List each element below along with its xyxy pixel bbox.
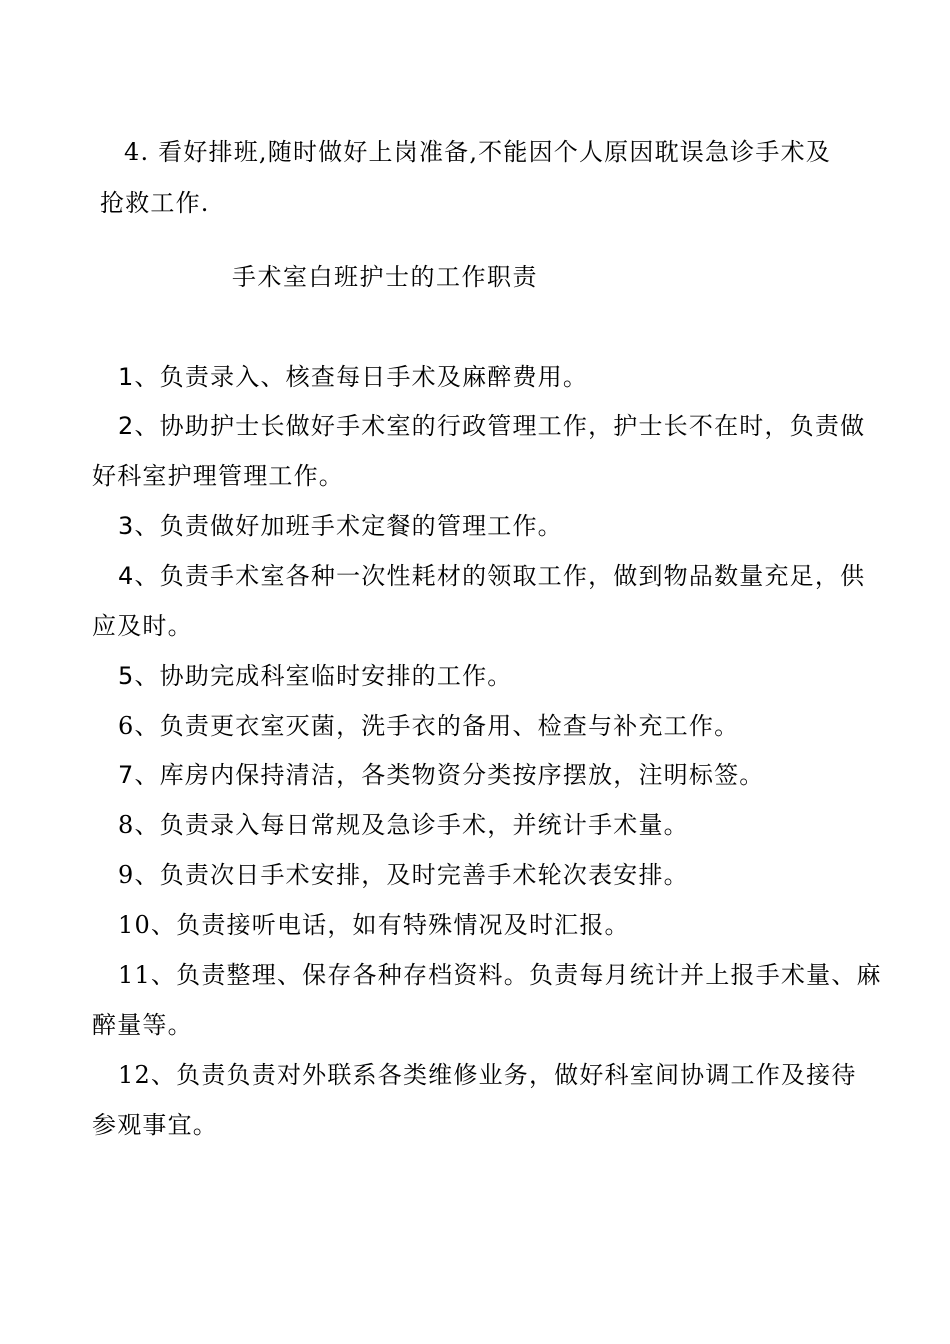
item-text: 、负责整理、保存各种存档资料。负责每月统计并上报手术量、麻 — [150, 961, 882, 989]
list-item — [118, 362, 588, 392]
section-title: 手术室白班护士的工作职责 — [232, 263, 538, 291]
item-number: 4 — [118, 562, 135, 590]
item-text: 、负责录入、核查每日手术及麻醉费用。 — [134, 363, 589, 391]
list-item — [118, 411, 865, 441]
item-number: 7 — [118, 761, 135, 789]
item-number: 8 — [118, 811, 135, 839]
item-number: 3 — [118, 512, 135, 540]
item-number: 9 — [118, 861, 135, 889]
item-number: 12 — [118, 1061, 151, 1089]
list-item — [118, 810, 689, 840]
item-text: 、协助护士长做好手术室的行政管理工作，护士长不在时，负责做 — [134, 412, 866, 440]
item-text-continued: 醉量等。 — [92, 1011, 193, 1039]
item-number: 11 — [118, 961, 151, 989]
item-number: 5 — [118, 662, 135, 690]
list-item — [118, 561, 865, 591]
item-text: 、协助完成科室临时安排的工作。 — [134, 662, 513, 690]
list-item — [118, 711, 739, 741]
list-item — [118, 511, 563, 541]
item-text: 、负责手术室各种一次性耗材的领取工作，做到物品数量充足，供 — [134, 562, 866, 590]
intro-line-1: 4. 看好排班,随时做好上岗准备,不能因个人原因耽误急诊手术及 — [124, 138, 831, 166]
item-number: 6 — [118, 712, 135, 740]
item-text: 、负责负责对外联系各类维修业务，做好科室间协调工作及接待 — [150, 1061, 857, 1089]
list-item — [118, 760, 764, 790]
item-text: 、库房内保持清洁，各类物资分类按序摆放，注明标签。 — [134, 761, 765, 789]
item-text-continued: 参观事宜。 — [92, 1111, 218, 1139]
item-number: 2 — [118, 412, 135, 440]
list-item — [118, 661, 512, 691]
item-text: 、负责次日手术安排，及时完善手术轮次表安排。 — [134, 861, 689, 889]
item-number: 1 — [118, 363, 135, 391]
item-text: 、负责更衣室灭菌，洗手衣的备用、检查与补充工作。 — [134, 712, 740, 740]
item-text: 、负责录入每日常规及急诊手术，并统计手术量。 — [134, 811, 689, 839]
item-text: 、负责接听电话，如有特殊情况及时汇报。 — [150, 911, 630, 939]
item-text-continued: 应及时。 — [92, 612, 193, 640]
list-item — [118, 960, 882, 990]
item-text: 、负责做好加班手术定餐的管理工作。 — [134, 512, 563, 540]
list-item — [118, 860, 689, 890]
list-item — [118, 1060, 857, 1090]
list-item — [118, 910, 630, 940]
intro-line-2: 抢救工作. — [100, 189, 210, 217]
item-text-continued: 好科室护理管理工作。 — [92, 462, 344, 490]
item-number: 10 — [118, 911, 151, 939]
